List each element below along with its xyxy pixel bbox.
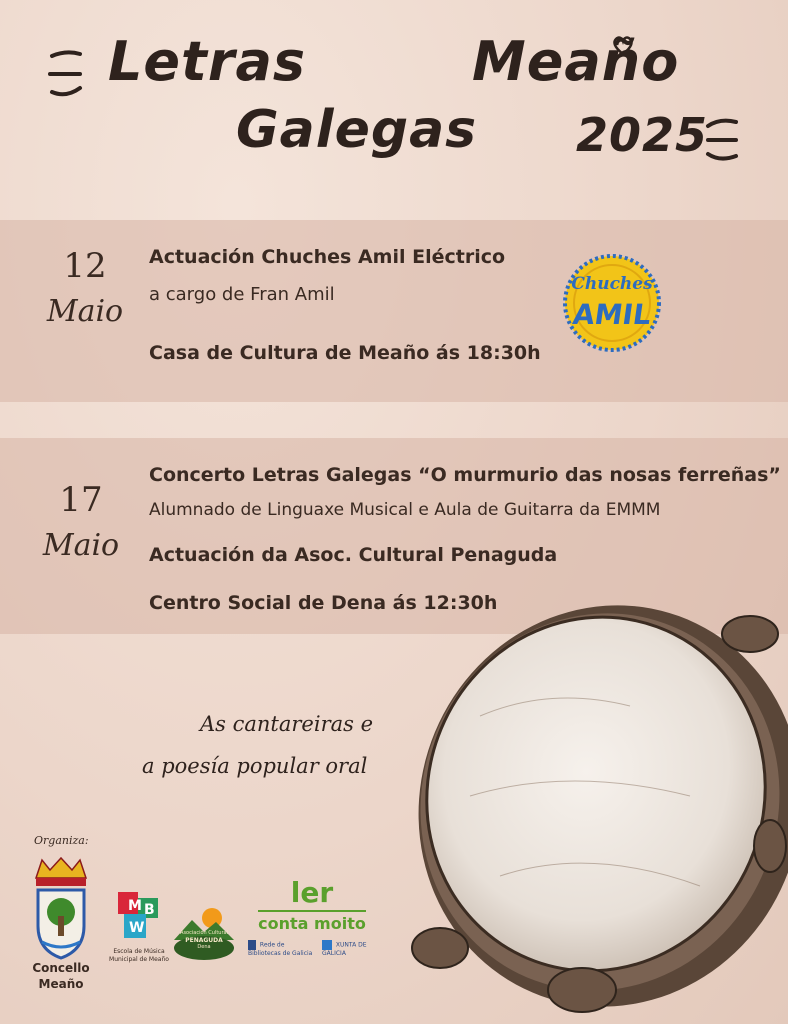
emm-logo-icon [112, 888, 164, 946]
event-day: 17 [59, 480, 103, 520]
event-venue: Casa de Cultura de Meaño ás 18:30h [149, 342, 541, 364]
tambourine-illustration [400, 596, 788, 1024]
penaguda-line-1: Asociación Cultural [180, 930, 228, 936]
event-day: 12 [63, 246, 107, 286]
event-subtitle: Alumnado de Linguaxe Musical e Aula de Guitarra da EMMM [149, 500, 661, 520]
event-month: Maio [46, 294, 124, 329]
svg-text:B: B [144, 902, 155, 918]
event-date-1 [40, 246, 130, 329]
xunta-icon [322, 940, 332, 950]
rede-label [248, 940, 318, 957]
title-year: 2025 [576, 108, 709, 162]
concello-text: Concello [32, 961, 90, 975]
sparkle-right-icon [704, 116, 740, 164]
rede-icon [248, 940, 256, 950]
penaguda-line-3: Dena [197, 944, 211, 950]
chuches-amil-logo [563, 254, 661, 352]
event-subtitle: a cargo de Fran Amil [149, 284, 335, 305]
ler-text: ler [290, 876, 334, 909]
emm-label: Escola de Música Municipal de Meaño [109, 948, 169, 963]
rede-text: Rede de Bibliotecas de Galicia [248, 941, 313, 957]
organiza-label: Organiza: [34, 834, 89, 847]
badge-bottom-text: AMIL [570, 298, 654, 331]
sparkle-left-icon [46, 46, 86, 102]
quote-line-2: a poesía popular oral [142, 754, 368, 778]
title-letras: Letras [108, 30, 307, 93]
event-title: Concerto Letras Galegas “O murmurio das nosas ferreñas” [149, 464, 781, 486]
ler-divider [258, 910, 366, 912]
heart-icon [612, 36, 634, 56]
conta-moito-text: conta moito [258, 914, 366, 933]
badge-top-text: Chuches [571, 274, 653, 294]
event-venue: Centro Social de Dena ás 12:30h [149, 592, 498, 614]
penaguda-line-2: PENAGUDA [185, 937, 223, 944]
title-galegas: Galegas [236, 100, 478, 160]
event-performer: Actuación da Asoc. Cultural Penaguda [149, 544, 558, 566]
penaguda-label [176, 930, 232, 951]
meano-text: Meaño [38, 977, 84, 991]
event-title: Actuación Chuches Amil Eléctrico [149, 246, 506, 268]
event-month: Maio [42, 528, 120, 563]
concello-label [18, 960, 104, 992]
xunta-label [322, 940, 378, 957]
svg-text:W: W [129, 920, 145, 936]
event-date-2 [36, 480, 126, 563]
quote-line-1: As cantareiras e [200, 712, 374, 736]
title-meano: Meaño [472, 30, 680, 93]
svg-text:M: M [128, 898, 142, 914]
ler-logo [250, 878, 374, 933]
xunta-text: XUNTA DE GALICIA [322, 941, 367, 957]
concello-coat-of-arms-icon [28, 856, 94, 960]
